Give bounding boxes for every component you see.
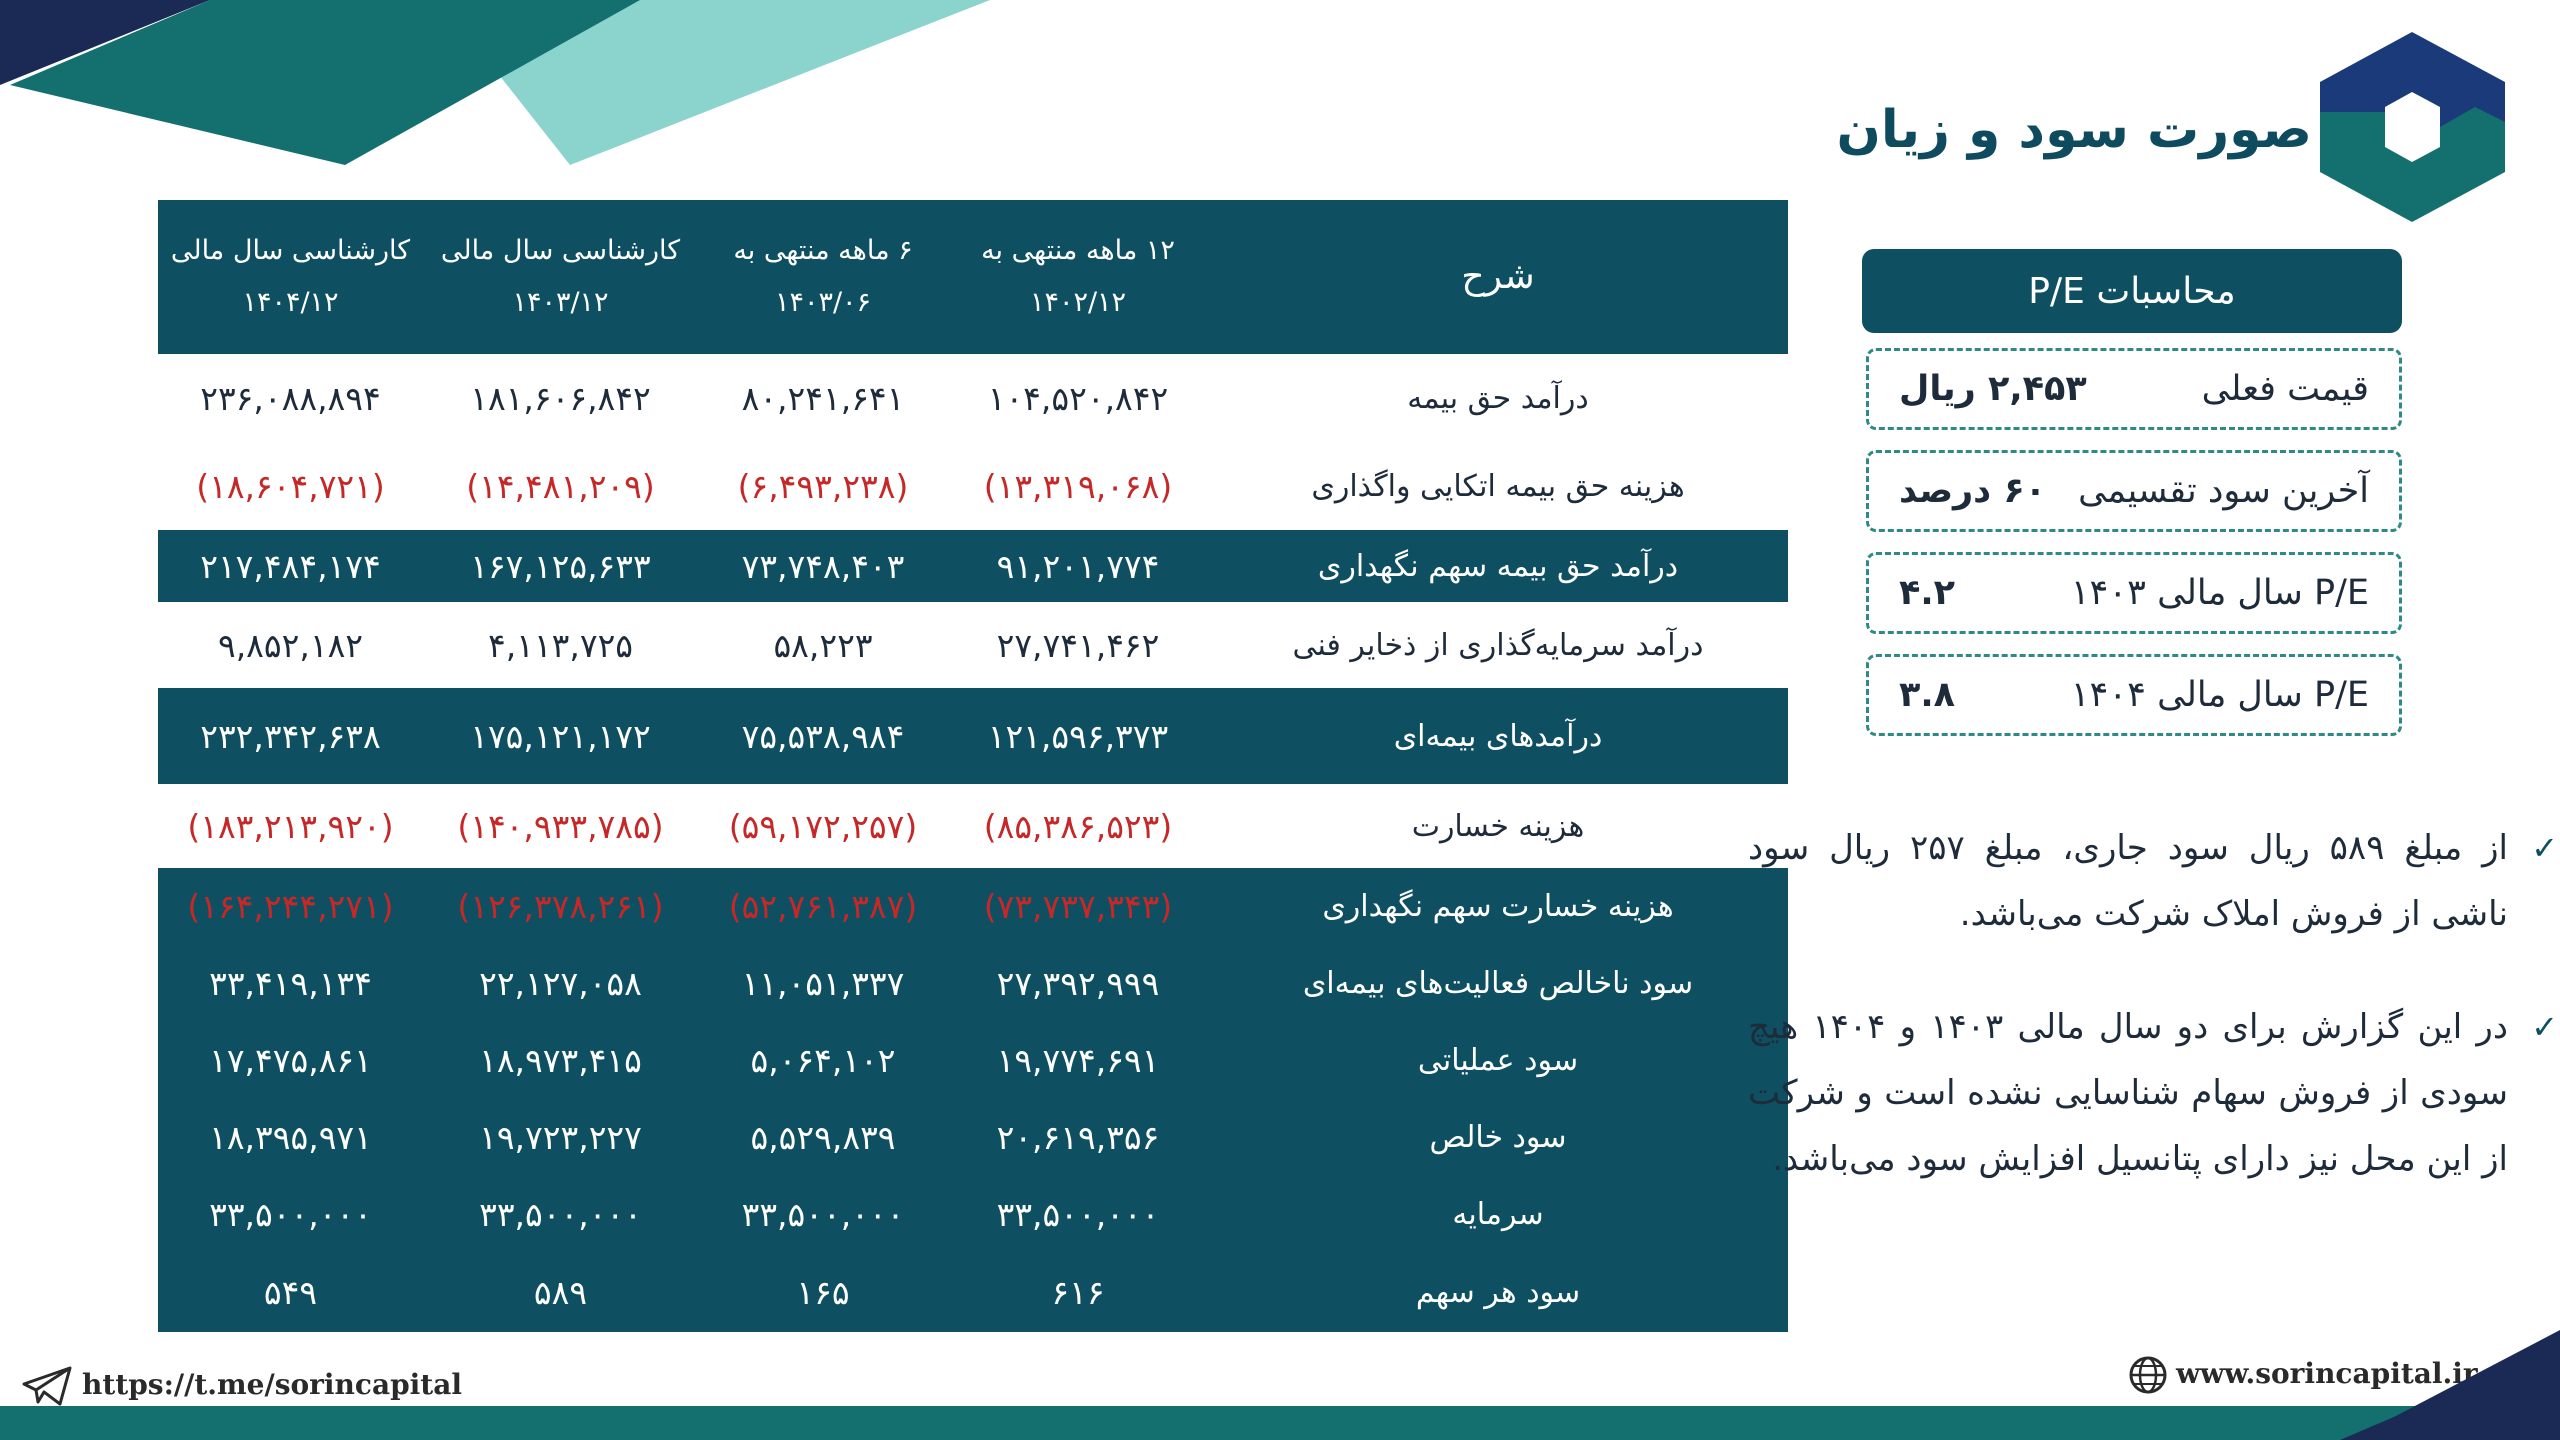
cell: ۱۹,۷۲۳,۲۲۷	[423, 1098, 698, 1176]
page-title: صورت سود و زیان	[1836, 100, 2312, 160]
cell: ۱۶۵	[698, 1252, 948, 1332]
pe-item-value: ۴.۲	[1899, 573, 1956, 613]
note-2	[1748, 994, 2558, 1192]
cell: (۱۲۶,۳۷۸,۲۶۱)	[423, 868, 698, 944]
cell: ۵,۰۶۴,۱۰۲	[698, 1022, 948, 1098]
cell: (۸۵,۳۸۶,۵۲۳)	[948, 784, 1208, 868]
row-label: درآمد سرمایه‌گذاری از ذخایر فنی	[1208, 602, 1788, 688]
cell: ۱۸۱,۶۰۶,۸۴۲	[423, 354, 698, 442]
row-label: سود هر سهم	[1208, 1252, 1788, 1332]
row-label: سرمایه	[1208, 1176, 1788, 1252]
table-header-row	[158, 200, 1788, 354]
cell: ۱۲۱,۵۹۶,۳۷۳	[948, 688, 1208, 784]
table-row	[158, 602, 1788, 688]
cell: ۵۸۹	[423, 1252, 698, 1332]
note-1	[1748, 815, 2558, 947]
pe-item-label: P/E سال مالی ۱۴۰۴	[2070, 675, 2369, 715]
table-row	[158, 1252, 1788, 1332]
cell: (۵۹,۱۷۲,۲۵۷)	[698, 784, 948, 868]
telegram-link[interactable]: https://t.me/sorincapital	[82, 1368, 463, 1401]
pe-item-current-price	[1866, 348, 2402, 430]
cell: (۱۶۴,۲۴۴,۲۷۱)	[158, 868, 423, 944]
table-row	[158, 784, 1788, 868]
pe-item-value: ۶۰ درصد	[1899, 471, 2047, 511]
header-col-1403-06: ۶ ماهه منتهی به ۱۴۰۳/۰۶	[698, 200, 948, 354]
bottom-right-decoration	[2350, 1330, 2560, 1440]
cell: (۱۸,۶۰۴,۷۲۱)	[158, 442, 423, 530]
cell: ۱۷۵,۱۲۱,۱۷۲	[423, 688, 698, 784]
table-row	[158, 442, 1788, 530]
header-col-1402: ۱۲ ماهه منتهی به ۱۴۰۲/۱۲	[948, 200, 1208, 354]
cell: ۵,۵۲۹,۸۳۹	[698, 1098, 948, 1176]
table-row	[158, 944, 1788, 1022]
cell: (۷۳,۷۳۷,۳۴۳)	[948, 868, 1208, 944]
cell: (۶,۴۹۳,۲۳۸)	[698, 442, 948, 530]
globe-icon	[2128, 1355, 2168, 1395]
cell: ۵۸,۲۲۳	[698, 602, 948, 688]
pe-item-1403	[1866, 552, 2402, 634]
pe-item-label: قیمت فعلی	[2201, 369, 2369, 409]
note-text: در این گزارش برای دو سال مالی ۱۴۰۳ و ۱۴۰۴ هیچ سودی از فروش سهام شناسایی نشده است و شرکت از این محل نیز دارای پتانسیل افزایش سود می‌باشد.	[1748, 1007, 2508, 1179]
row-label: سود ناخالص فعالیت‌های بیمه‌ای	[1208, 944, 1788, 1022]
website-link[interactable]: www.sorincapital.ir	[2176, 1357, 2478, 1390]
pe-panel-title: محاسبات P/E	[1862, 249, 2402, 333]
cell: ۳۳,۵۰۰,۰۰۰	[158, 1176, 423, 1252]
cell: ۳۳,۴۱۹,۱۳۴	[158, 944, 423, 1022]
table-row	[158, 530, 1788, 602]
table-row	[158, 868, 1788, 944]
cell: ۳۳,۵۰۰,۰۰۰	[698, 1176, 948, 1252]
cell: ۶۱۶	[948, 1252, 1208, 1332]
table-row	[158, 1176, 1788, 1252]
table-row	[158, 688, 1788, 784]
table-row	[158, 1098, 1788, 1176]
cell: ۱۰۴,۵۲۰,۸۴۲	[948, 354, 1208, 442]
pe-item-label: P/E سال مالی ۱۴۰۳	[2070, 573, 2369, 613]
header-description: شرح	[1208, 200, 1788, 354]
cell: ۵۴۹	[158, 1252, 423, 1332]
cell: (۱۴,۴۸۱,۲۰۹)	[423, 442, 698, 530]
cell: ۱۶۷,۱۲۵,۶۳۳	[423, 530, 698, 602]
table-row	[158, 354, 1788, 442]
income-statement-table	[158, 200, 1788, 1332]
checkmark-icon: ✓	[2531, 829, 2558, 867]
row-label: درآمد حق بیمه	[1208, 354, 1788, 442]
cell: ۲۲,۱۲۷,۰۵۸	[423, 944, 698, 1022]
cell: ۳۳,۵۰۰,۰۰۰	[948, 1176, 1208, 1252]
row-label: درآمد حق بیمه سهم نگهداری	[1208, 530, 1788, 602]
telegram-icon	[22, 1366, 72, 1406]
table-row	[158, 1022, 1788, 1098]
cell: ۱۷,۴۷۵,۸۶۱	[158, 1022, 423, 1098]
cell: ۱۱,۰۵۱,۳۳۷	[698, 944, 948, 1022]
row-label: سود عملیاتی	[1208, 1022, 1788, 1098]
cell: ۲۱۷,۴۸۴,۱۷۴	[158, 530, 423, 602]
pe-item-value: ۳.۸	[1899, 675, 1956, 715]
cell: ۳۳,۵۰۰,۰۰۰	[423, 1176, 698, 1252]
pe-item-last-dividend	[1866, 450, 2402, 532]
cell: (۱۴۰,۹۳۳,۷۸۵)	[423, 784, 698, 868]
cell: ۲۳۶,۰۸۸,۸۹۴	[158, 354, 423, 442]
cell: ۱۸,۹۷۳,۴۱۵	[423, 1022, 698, 1098]
pe-item-1404	[1866, 654, 2402, 736]
cell: ۴,۱۱۳,۷۲۵	[423, 602, 698, 688]
header-col-1403-12: کارشناسی سال مالی ۱۴۰۳/۱۲	[423, 200, 698, 354]
cell: ۱۸,۳۹۵,۹۷۱	[158, 1098, 423, 1176]
cell: ۲۰,۶۱۹,۳۵۶	[948, 1098, 1208, 1176]
checkmark-icon: ✓	[2531, 1008, 2558, 1046]
footer-decoration	[0, 1406, 2560, 1440]
pe-item-value: ۲,۴۵۳ ریال	[1899, 369, 2087, 409]
cell: ۲۷,۳۹۲,۹۹۹	[948, 944, 1208, 1022]
cell: ۲۷,۷۴۱,۴۶۲	[948, 602, 1208, 688]
sorin-logo-icon	[2320, 32, 2505, 222]
cell: ۲۳۲,۳۴۲,۶۳۸	[158, 688, 423, 784]
cell: ۹۱,۲۰۱,۷۷۴	[948, 530, 1208, 602]
cell: ۱۹,۷۷۴,۶۹۱	[948, 1022, 1208, 1098]
row-label: هزینه خسارت سهم نگهداری	[1208, 868, 1788, 944]
header-col-1404-12: کارشناسی سال مالی ۱۴۰۴/۱۲	[158, 200, 423, 354]
row-label: هزینه حق بیمه اتکایی واگذاری	[1208, 442, 1788, 530]
cell: ۷۵,۵۳۸,۹۸۴	[698, 688, 948, 784]
cell: ۷۳,۷۴۸,۴۰۳	[698, 530, 948, 602]
cell: ۹,۸۵۲,۱۸۲	[158, 602, 423, 688]
cell: (۵۲,۷۶۱,۳۸۷)	[698, 868, 948, 944]
cell: ۸۰,۲۴۱,۶۴۱	[698, 354, 948, 442]
pe-item-label: آخرین سود تقسیمی	[2078, 471, 2369, 511]
note-text: از مبلغ ۵۸۹ ریال سود جاری، مبلغ ۲۵۷ ریال سود ناشی از فروش املاک شرکت می‌باشد.	[1748, 828, 2508, 934]
row-label: درآمدهای بیمه‌ای	[1208, 688, 1788, 784]
row-label: سود خالص	[1208, 1098, 1788, 1176]
cell: (۱۸۳,۲۱۳,۹۲۰)	[158, 784, 423, 868]
row-label: هزینه خسارت	[1208, 784, 1788, 868]
top-left-decoration	[0, 0, 1000, 170]
cell: (۱۳,۳۱۹,۰۶۸)	[948, 442, 1208, 530]
